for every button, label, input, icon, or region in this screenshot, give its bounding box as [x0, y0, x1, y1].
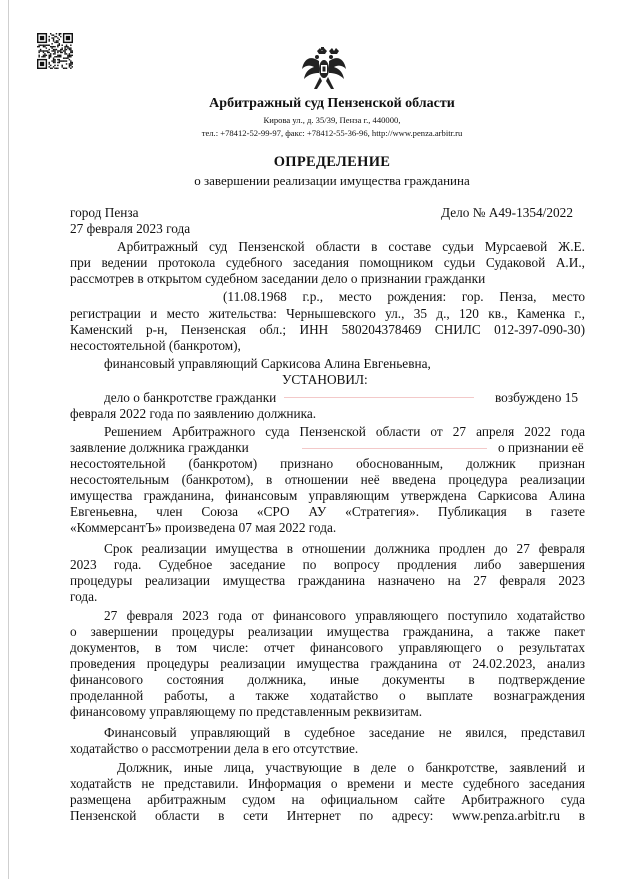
document-title: ОПРЕДЕЛЕНИЕ: [273, 154, 391, 170]
text-line: 27 февраля 2023 года от финансового управляющего поступило ходатайство: [104, 608, 585, 623]
document-date: 27 февраля 2023 года: [70, 221, 191, 236]
text-line: 2023 года. Судебное заседание по вопросу продления либо завершения: [70, 557, 585, 572]
city: город Пенза: [70, 205, 139, 220]
text-line: финансовый управляющий Саркисова Алина Евгеньевна,: [104, 356, 431, 371]
text-line: февраля 2022 года по заявлению должника.: [70, 406, 317, 421]
text-line: рассмотрев в открытом судебном заседании дело о признании гражданки: [70, 271, 486, 286]
text-line: проведения процедуры реализации имущества гражданина от 24.02.2023, анализ: [70, 656, 585, 671]
court-name: Арбитражный суд Пензенской области: [209, 96, 455, 111]
text-line: «КоммерсантЪ» произведена 07 мая 2022 года.: [70, 520, 337, 535]
text-line: несостоятельной (банкротом),: [70, 338, 241, 353]
text-line: ходатайство о рассмотрении дела в его отсутствие.: [70, 741, 359, 756]
text-line: дело о банкротстве гражданки: [104, 390, 277, 405]
court-contacts: тел.: +78412-52-99-97, факс: +78412-55-36-96, http://www.penza.arbitr.ru: [201, 128, 463, 138]
text-line: заявление должника гражданки: [70, 440, 249, 455]
text-line: несостоятельным (банкротом), в отношении неё введена процедура реализации: [70, 472, 585, 487]
text-line: документов, в том числе: отчет финансового управляющего о результатах: [70, 640, 585, 655]
text-line: Каменский р-н, Пензенская обл.; ИНН 580204378469 СНИЛС 012-397-090-30): [70, 322, 585, 337]
page-edge-line: [8, 0, 9, 879]
text-line: имущества гражданина, финансовым управляющим утверждена Саркисова Алина: [70, 488, 585, 503]
redacted-name: [284, 397, 474, 398]
text-line: несостоятельной (банкротом) признано обоснованным, должник признан: [70, 456, 585, 471]
text-line: размещена арбитражным судом на официальном сайте Арбитражного суда: [70, 792, 585, 807]
text-line: (11.08.1968 г.р., место рождения: гор. Пенза, место: [223, 289, 585, 304]
text-line: Срок реализации имущества в отношении должника продлен до 27 февраля: [104, 541, 585, 556]
qr-code-icon: [37, 33, 73, 69]
text-line: регистрации и место жительства: Чернышевского ул., 35 д., 120 кв., Каменка г.,: [70, 306, 585, 321]
text-line: возбуждено 15: [495, 390, 579, 405]
text-line: Пензенской области в сети Интернет по адресу: www.penza.arbitr.ru в: [70, 808, 585, 823]
text-line: Арбитражный суд Пензенской области в составе судьи Мурсаевой Ж.Е.: [117, 239, 585, 254]
text-line: Решением Арбитражного суда Пензенской области от 27 апреля 2022 года: [104, 424, 585, 439]
text-line: ходатайств не представили. Информация о времени и месте судебного заседания: [70, 776, 585, 791]
court-address: Кирова ул., д. 35/39, Пенза г., 440000,: [263, 115, 401, 125]
text-line: финансового состояния должника, иные документы в подтверждение: [70, 672, 585, 687]
text-line: о признании её: [498, 440, 584, 455]
text-line: Финансовый управляющий в судебное заседание не явился, представил: [104, 725, 585, 740]
text-line: финансовому управляющему по представленным реквизитам.: [70, 704, 423, 719]
text-line: при ведении протокола судебного заседания помощником судьи Судаковой А.И.,: [70, 255, 585, 270]
text-line: года.: [70, 589, 98, 604]
text-line: проделанной работы, а также ходатайство о выплате вознаграждения: [70, 688, 585, 703]
text-line: Должник, иные лица, участвующие в деле о банкротстве, заявлений и: [117, 760, 585, 775]
text-line: Евгеньевна, член Союза «СРО АУ «Стратегия». Публикация в газете: [70, 504, 585, 519]
document-subtitle: о завершении реализации имущества гражданина: [194, 173, 470, 188]
established-heading: УСТАНОВИЛ:: [282, 372, 368, 387]
redacted-name: [302, 448, 487, 449]
coat-of-arms-icon: [300, 47, 348, 93]
text-line: о завершении процедуры реализации имущества гражданина, а также пакет: [70, 624, 585, 639]
text-line: процедуры реализации имущества гражданина назначено на 27 февраля 2023: [70, 573, 585, 588]
case-number: Дело № А49-1354/2022: [441, 205, 573, 220]
